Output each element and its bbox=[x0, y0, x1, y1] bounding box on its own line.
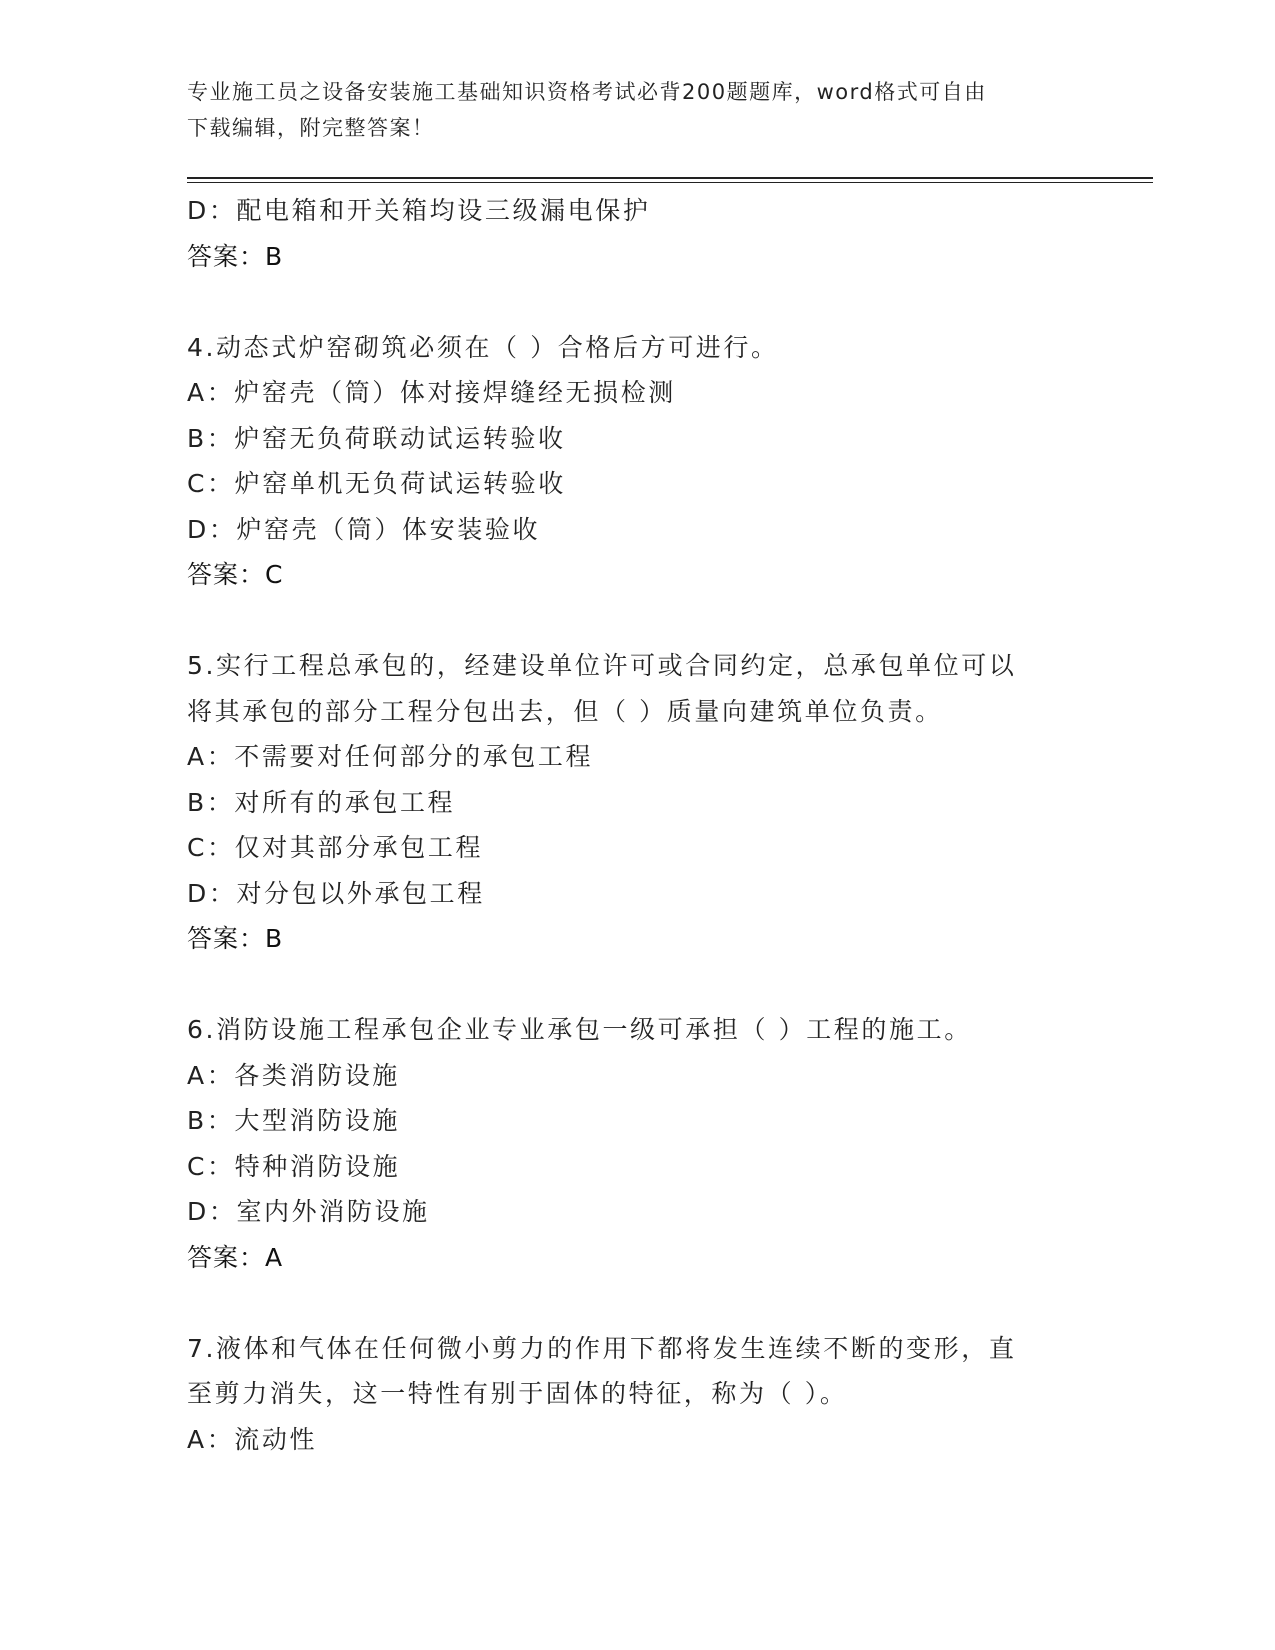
spacer bbox=[187, 962, 1087, 1008]
option-d: D：对分包以外承包工程 bbox=[187, 878, 485, 908]
question-7 bbox=[187, 1326, 1087, 1463]
option-c: C：仅对其部分承包工程 bbox=[187, 833, 484, 862]
spacer bbox=[187, 279, 1087, 325]
question-stem-line-2: 至剪力消失，这一特性有别于固体的特征，称为（ ）。 bbox=[187, 1379, 848, 1408]
option-b: B：对所有的承包工程 bbox=[187, 787, 456, 817]
spacer bbox=[187, 598, 1087, 644]
header-rule-thin bbox=[187, 182, 1153, 183]
question-stem-line-1: 5.实行工程总承包的，经建设单位许可或合同约定，总承包单位可以 bbox=[187, 651, 1017, 680]
question-stem: 6.消防设施工程承包企业专业承包一级可承担（ ）工程的施工。 bbox=[187, 1015, 972, 1044]
question-6 bbox=[187, 1007, 1087, 1280]
header-rule-thick bbox=[187, 177, 1153, 179]
option-b: B：大型消防设施 bbox=[187, 1106, 400, 1135]
q3-answer: 答案：B bbox=[187, 241, 284, 271]
option-c: C：炉窑单机无负荷试运转验收 bbox=[187, 469, 566, 498]
question-stem: 4.动态式炉窑砌筑必须在（ ）合格后方可进行。 bbox=[187, 332, 779, 362]
question-4 bbox=[187, 325, 1087, 598]
answer: 答案：C bbox=[187, 560, 284, 589]
question-5 bbox=[187, 643, 1087, 962]
option-b: B：炉窑无负荷联动试运转验收 bbox=[187, 423, 566, 453]
spacer bbox=[187, 1280, 1087, 1326]
option-d: D：室内外消防设施 bbox=[187, 1197, 430, 1226]
option-a: A：各类消防设施 bbox=[187, 1060, 400, 1090]
document-header bbox=[187, 74, 1067, 146]
answer: 答案：A bbox=[187, 1242, 284, 1272]
option-a: A：流动性 bbox=[187, 1424, 318, 1454]
question-stem-line-1: 7.液体和气体在任何微小剪力的作用下都将发生连续不断的变形，直 bbox=[187, 1333, 1017, 1363]
header-line-2: 下载编辑，附完整答案！ bbox=[187, 116, 435, 140]
header-line-1: 专业施工员之设备安装施工基础知识资格考试必背200题题库，word格式可自由 bbox=[187, 80, 987, 104]
option-a: A：炉窑壳（筒）体对接焊缝经无损检测 bbox=[187, 378, 676, 407]
option-d: D：炉窑壳（筒）体安装验收 bbox=[187, 514, 541, 544]
question-stem-line-2: 将其承包的部分工程分包出去，但（ ）质量向建筑单位负责。 bbox=[187, 696, 943, 726]
q3-option-d: D：配电箱和开关箱均设三级漏电保护 bbox=[187, 196, 651, 225]
document-body bbox=[187, 188, 1087, 1462]
option-c: C：特种消防设施 bbox=[187, 1151, 401, 1181]
option-a: A：不需要对任何部分的承包工程 bbox=[187, 742, 594, 771]
answer: 答案：B bbox=[187, 924, 284, 953]
